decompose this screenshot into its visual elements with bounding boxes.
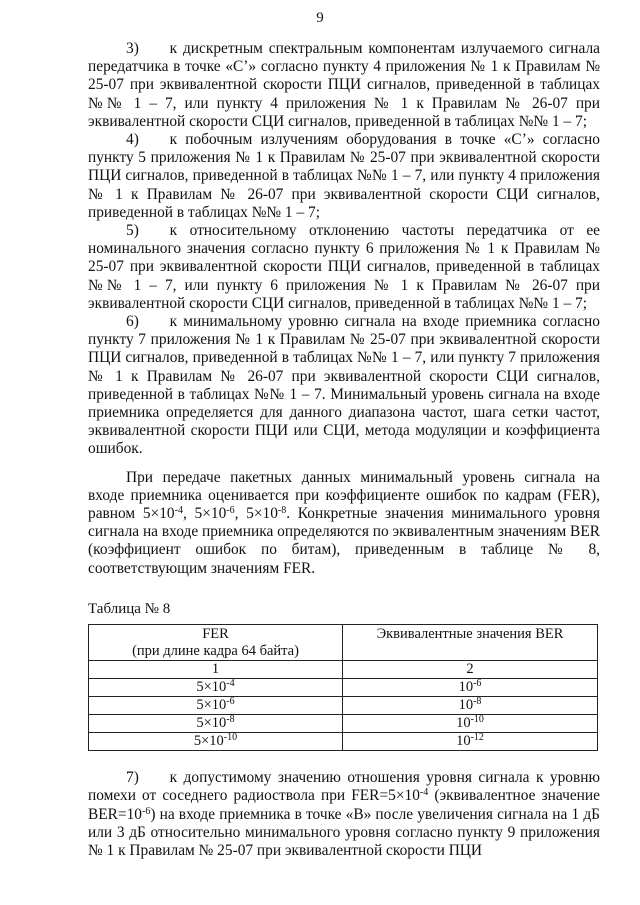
packet-data-paragraph: При передаче пакетных данных минимальный уровень сигнала на входе приемника оценивается при коэффициенте ошибок по кадрам (FER), равном $5\times 10^{-4}$, $5\times 10^{-6}$, $5\times 10^{-8}$. Конкретные значения минимального уровня сигнала на входе приемника определяются по эквивалентным значениям BER (коэффициент ошибок по битам), приведенным в таблице № 8, соответствующим значениям FER. [88, 468, 600, 577]
table-row [89, 697, 598, 715]
paragraph-item-7: 7) к допустимому значению отношения уровня сигнала к уровню помехи от соседнего радиоствола при $FER=5\times 10^{-4}$ (эквивалентное значение $BER=10^{-6}$) на входе приемника в точке «В» после увеличения сигнала на 1 дБ или 3 дБ относительно минимального уровня согласно пункту 9 приложения № 1 к Правилам № 25-07 при эквивалентной скорости ПЦИ [88, 769, 600, 859]
table-header-row [89, 625, 598, 661]
table-column-numbers-row [89, 661, 598, 679]
paragraph-item-5: 5) к относительному отклонению частоты передатчика от ее номинального значения согласно пункту 6 приложения № 1 к Правилам № 25-07 при эквивалентной скорости ПЦИ сигналов, приведенной в таблицах №№ 1 – 7, или пункту 6 приложения № 1 к Правилам № 26-07 при эквивалентной скорости СЦИ сигналов, приведенной в таблицах №№ 1 – 7; [88, 222, 600, 312]
fer-value: $5\times 10^{-8}$ [89, 715, 343, 733]
paragraph-item-4: 4) к побочным излучениям оборудования в точке «С’» согласно пункту 5 приложения № 1 к Правилам № 25-07 при эквивалентной скорости ПЦИ сигналов, приведенной в таблицах №№ 1 – 7, или пункту 4 приложения № 1 к Правилам № 26-07 при эквивалентной скорости СЦИ сигналов, приведенной в таблицах №№ 1 – 7; [88, 131, 600, 221]
paragraph-item-3: 3) к дискретным спектральным компонентам излучаемого сигнала передатчика в точке «С’» согласно пункту 4 приложения № 1 к Правилам № 25-07 при эквивалентной скорости ПЦИ сигналов, приведенной в таблицах №№ 1 – 7, или пункту 4 приложения № 1 к Правилам № 26-07 при эквивалентной скорости СЦИ сигналов, приведенной в таблицах №№ 1 – 7; [88, 40, 600, 130]
table-caption: Таблица № 8 [88, 600, 171, 617]
page-number: 9 [316, 10, 324, 26]
document-body [88, 40, 600, 860]
paragraph-item-6: 6) к минимальному уровню сигнала на входе приемника согласно пункту 7 приложения № 1 к Правилам № 25-07 при эквивалентной скорости ПЦИ сигналов, приведенной в таблицах №№ 1 – 7, или пункту 7 приложения № 1 к Правилам № 26-07 при эквивалентной скорости СЦИ сигналов, приведенной в таблицах №№ 1 – 7. Минимальный уровень сигнала на входе приемника определяется для данного диапазона частот, шага сетки частот, эквивалентной скорости ПЦИ или СЦИ, метода модуляции и коэффициента ошибок. [88, 313, 600, 458]
table-row [89, 733, 598, 751]
ber-value: $10^{-8}$ [343, 697, 598, 715]
header-fer: FER (при длине кадра 64 байта) [89, 625, 343, 661]
table-row [89, 679, 598, 697]
column-number-2: 2 [343, 661, 598, 679]
table-row [89, 715, 598, 733]
ber-value: $10^{-12}$ [343, 733, 598, 751]
fer-value: $5\times 10^{-10}$ [89, 733, 343, 751]
fer-ber-table [88, 624, 598, 751]
fer-value: $5\times 10^{-4}$ [89, 679, 343, 697]
column-number-1: 1 [89, 661, 343, 679]
header-ber: Эквивалентные значения BER [343, 625, 598, 661]
ber-value: $10^{-10}$ [343, 715, 598, 733]
fer-value: $5\times 10^{-6}$ [89, 697, 343, 715]
ber-value: $10^{-6}$ [343, 679, 598, 697]
